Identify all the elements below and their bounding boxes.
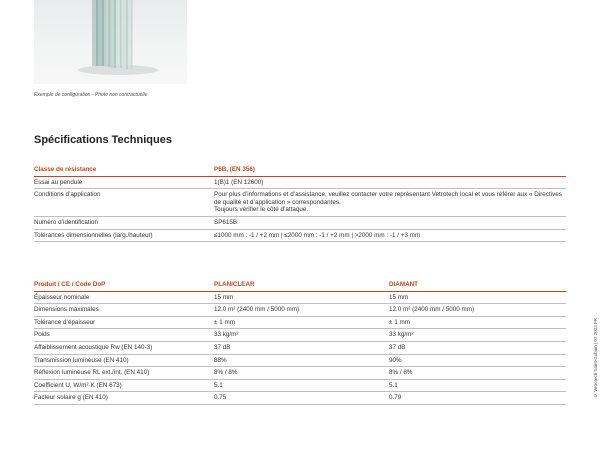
header-cell: Produit / CE / Code DoP bbox=[34, 279, 214, 291]
row-label: Tolérances dimensionnelles (larg./hauteur) bbox=[34, 229, 214, 242]
table-header-row bbox=[34, 279, 566, 291]
row-value-line: Toujours vérifier le côté d’attaque. bbox=[214, 206, 309, 214]
photo-caption: Exemple de configuration - Photo non contractuelle bbox=[34, 92, 148, 98]
header-cell: PLANICLEAR bbox=[214, 279, 389, 291]
row-value: 0.79 bbox=[389, 392, 566, 405]
row-value: 33 kg/m² bbox=[389, 329, 566, 342]
table-row bbox=[34, 316, 566, 329]
table-row bbox=[34, 216, 566, 229]
row-value: 33 kg/m² bbox=[214, 329, 389, 342]
header-cell: P6B, (EN 356) bbox=[214, 164, 566, 176]
section-title: Spécifications Techniques bbox=[34, 134, 172, 146]
table-row bbox=[34, 229, 566, 242]
row-value: 1(B)1 (EN 12600) bbox=[214, 176, 566, 189]
row-label: Transmission lumineuse (EN 410) bbox=[34, 354, 214, 367]
table-header-row bbox=[34, 164, 566, 176]
row-label: Réflexion lumineuse RL ext./int. (EN 410) bbox=[34, 367, 214, 380]
table-row bbox=[34, 176, 566, 189]
row-label: Dimensions maximales bbox=[34, 304, 214, 317]
table-row bbox=[34, 341, 566, 354]
row-label: Conditions d’application bbox=[34, 189, 214, 217]
row-value: 37 dB bbox=[389, 341, 566, 354]
row-label: Essai au pendule bbox=[34, 176, 214, 189]
row-label: Épaisseur nominale bbox=[34, 291, 214, 304]
table-row bbox=[34, 379, 566, 392]
row-value bbox=[214, 189, 566, 217]
row-value: 12.0 m² (2400 mm / 5000 mm) bbox=[214, 304, 389, 317]
row-value: 15 mm bbox=[389, 291, 566, 304]
table-row bbox=[34, 367, 566, 380]
row-label: Tolérance d’épaisseur bbox=[34, 316, 214, 329]
glass-layers-illustration bbox=[34, 0, 187, 84]
row-value: 8% / 8% bbox=[214, 367, 389, 380]
row-value: ± 1 mm bbox=[214, 316, 389, 329]
table-row bbox=[34, 329, 566, 342]
row-label: Numéro d’identification bbox=[34, 216, 214, 229]
row-label: Affaiblissement acoustique Rw (EN 140-3) bbox=[34, 341, 214, 354]
row-label: Poids bbox=[34, 329, 214, 342]
table-row bbox=[34, 392, 566, 405]
row-value: 0.75 bbox=[214, 392, 389, 405]
row-value: 5.1 bbox=[214, 379, 389, 392]
row-value: 90% bbox=[389, 354, 566, 367]
header-cell: DIAMANT bbox=[389, 279, 566, 291]
row-value: 5.1 bbox=[389, 379, 566, 392]
table-row bbox=[34, 291, 566, 304]
row-value: SP615B bbox=[214, 216, 566, 229]
row-value: ≤1000 mm : -1 / +2 mm | ≤2000 mm : -1 / +2 mm | >2000 mm : -1 / +3 mm bbox=[214, 229, 566, 242]
copyright-notice: © Vetrotech Saint-Gobain | 07.2023 FR bbox=[593, 318, 598, 398]
row-value-line: Pour plus d’informations et d’assistance, veuillez contacter votre représentant Vetrotech local et vous référer aux « Directives de qualité et d’application » correspondantes. bbox=[214, 191, 562, 206]
header-cell: Classe de résistance bbox=[34, 164, 214, 176]
resistance-spec-table bbox=[34, 164, 566, 242]
table-row bbox=[34, 304, 566, 317]
row-value: 15 mm bbox=[214, 291, 389, 304]
row-value: 37 dB bbox=[214, 341, 389, 354]
row-label: Facteur solaire g (EN 410) bbox=[34, 392, 214, 405]
row-value: ± 1 mm bbox=[389, 316, 566, 329]
row-value: 88% bbox=[214, 354, 389, 367]
row-value: 12.0 m² (2400 mm / 5000 mm) bbox=[389, 304, 566, 317]
glass-sample-photo bbox=[34, 0, 187, 84]
row-label: Coefficient U, W/m²·K (EN 673) bbox=[34, 379, 214, 392]
table-row bbox=[34, 189, 566, 217]
product-spec-table bbox=[34, 279, 566, 405]
row-value: 8% / 8% bbox=[389, 367, 566, 380]
table-row bbox=[34, 354, 566, 367]
